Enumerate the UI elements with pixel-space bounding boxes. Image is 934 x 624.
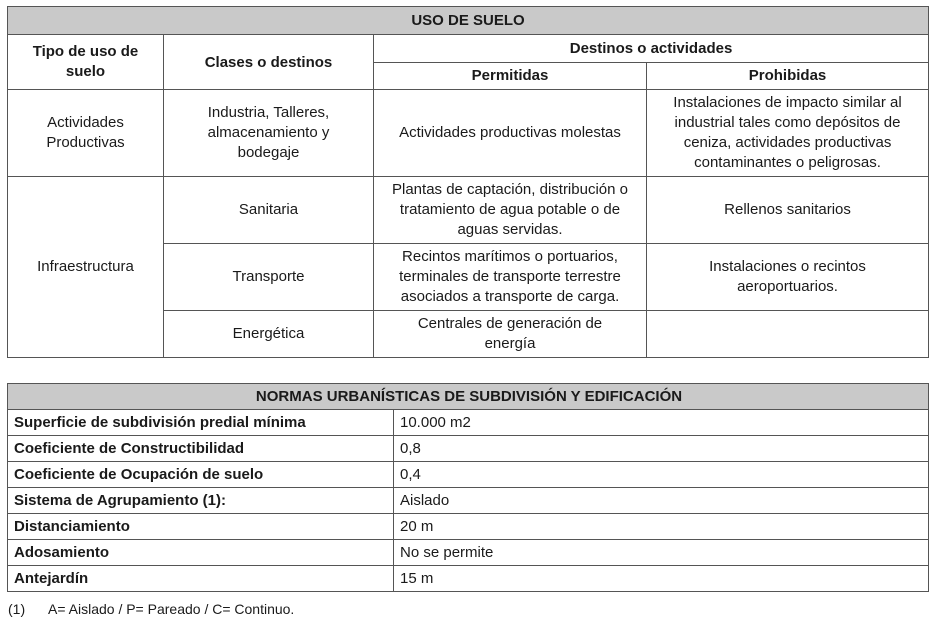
tipo-cell: Infraestructura [8, 177, 164, 358]
norma-label: Coeficiente de Constructibilidad [8, 436, 394, 462]
header-tipo: Tipo de uso de suelo [8, 35, 164, 90]
header-permitidas: Permitidas [374, 62, 647, 90]
prohibidas-cell: Instalaciones o recintos aeroportuarios. [647, 244, 929, 311]
norma-label: Superficie de subdivisión predial mínima [8, 410, 394, 436]
normas-title: NORMAS URBANÍSTICAS DE SUBDIVISIÓN Y EDIFICACIÓN [8, 384, 929, 410]
uso-de-suelo-title: USO DE SUELO [8, 7, 929, 35]
header-prohibidas: Prohibidas [647, 62, 929, 90]
uso-de-suelo-table [7, 6, 929, 358]
header-destinos: Destinos o actividades [374, 35, 929, 63]
clase-cell: Sanitaria [164, 177, 374, 244]
prohibidas-cell [647, 311, 929, 358]
norma-label: Distanciamiento [8, 514, 394, 540]
footnote-number: (1) [8, 601, 26, 617]
prohibidas-cell: Rellenos sanitarios [647, 177, 929, 244]
norma-label: Antejardín [8, 566, 394, 592]
norma-value: 20 m [394, 514, 929, 540]
table-row [8, 410, 929, 436]
norma-value: No se permite [394, 540, 929, 566]
table-row [8, 514, 929, 540]
table-row [8, 177, 929, 244]
table-row [8, 540, 929, 566]
norma-value: Aislado [394, 488, 929, 514]
footnote [8, 601, 294, 617]
clase-cell: Industria, Talleres, almacenamiento y bodegaje [164, 90, 374, 177]
table-row [8, 90, 929, 177]
header-clases: Clases o destinos [164, 35, 374, 90]
permitidas-cell: Recintos marítimos o portuarios, terminales de transporte terrestre asociados a transporte de carga. [374, 244, 647, 311]
table-row [8, 488, 929, 514]
norma-value: 0,4 [394, 462, 929, 488]
norma-value: 10.000 m2 [394, 410, 929, 436]
norma-value: 0,8 [394, 436, 929, 462]
clase-cell: Transporte [164, 244, 374, 311]
table-row [8, 436, 929, 462]
permitidas-cell: Plantas de captación, distribución o tratamiento de agua potable o de aguas servidas. [374, 177, 647, 244]
normas-table [7, 383, 929, 592]
clase-cell: Energética [164, 311, 374, 358]
permitidas-cell: Actividades productivas molestas [374, 90, 647, 177]
permitidas-cell: Centrales de generación de energía [374, 311, 647, 358]
norma-label: Sistema de Agrupamiento (1): [8, 488, 394, 514]
table-row [8, 566, 929, 592]
footnote-text: A= Aislado / P= Pareado / C= Continuo. [48, 601, 295, 617]
norma-label: Coeficiente de Ocupación de suelo [8, 462, 394, 488]
table-row [8, 462, 929, 488]
prohibidas-cell: Instalaciones de impacto similar al industrial tales como depósitos de ceniza, actividades productivas contaminantes o peligrosas. [647, 90, 929, 177]
norma-label: Adosamiento [8, 540, 394, 566]
tipo-cell: Actividades Productivas [8, 90, 164, 177]
norma-value: 15 m [394, 566, 929, 592]
